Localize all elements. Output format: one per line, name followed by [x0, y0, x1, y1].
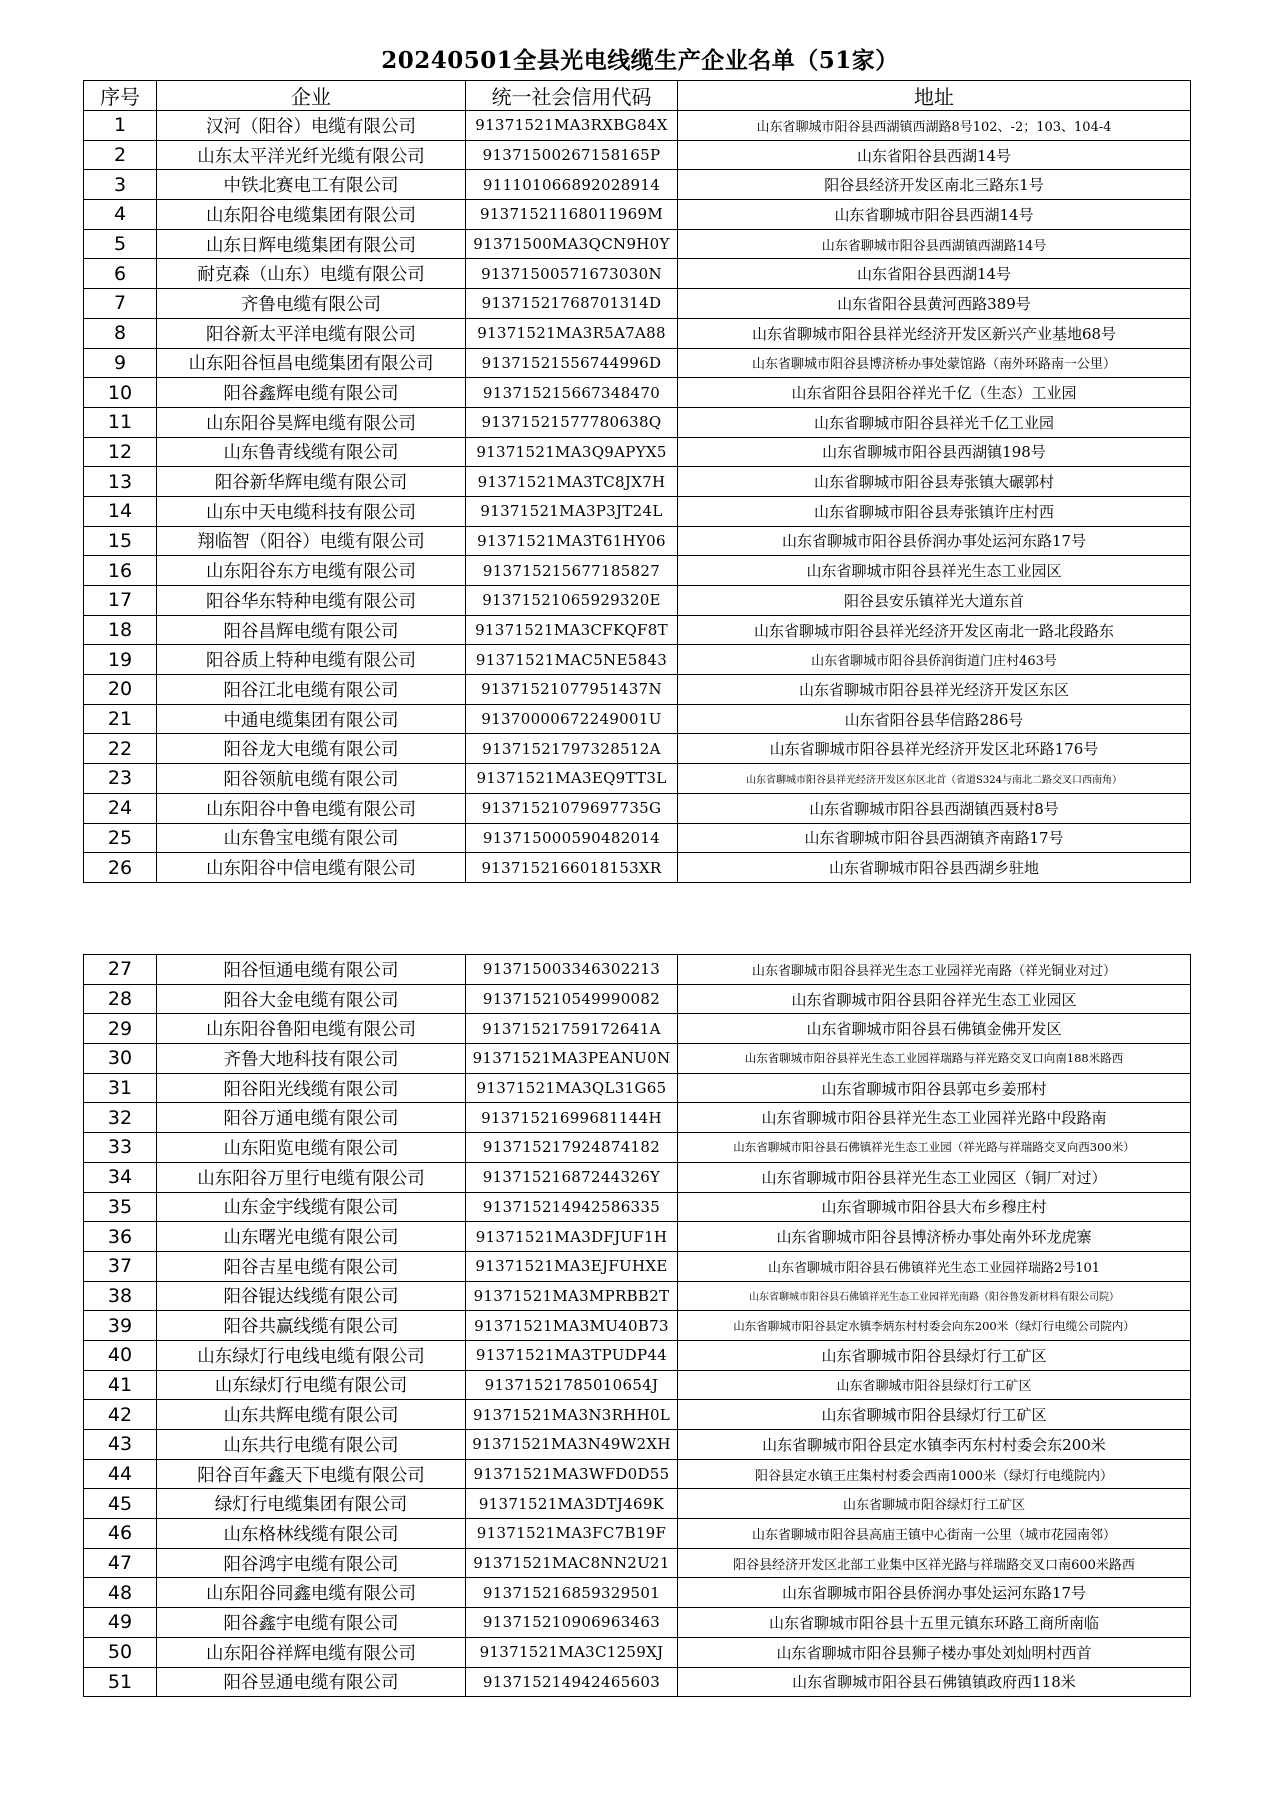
credit-code: 913715216859329501 — [466, 1578, 678, 1608]
address: 山东省聊城市阳谷县定水镇李丙东村村委会东200米 — [678, 1430, 1191, 1460]
row-number: 23 — [84, 764, 157, 794]
table-row — [84, 1311, 1191, 1341]
header-no: 序号 — [84, 81, 157, 111]
company-name: 山东阳览电缆有限公司 — [157, 1133, 466, 1163]
address: 阳谷县定水镇王庄集村村委会西南1000米（绿灯行电缆院内） — [678, 1459, 1191, 1489]
credit-code: 91371521MA3CFKQF8T — [466, 615, 678, 645]
credit-code: 91371521797328512A — [466, 734, 678, 764]
row-number: 27 — [84, 955, 157, 985]
address: 山东省聊城市阳谷县祥光生态工业园祥光南路（祥光铜业对过） — [678, 955, 1191, 985]
credit-code: 91371521MA3DFJUF1H — [466, 1222, 678, 1252]
company-name: 阳谷昱通电缆有限公司 — [157, 1667, 466, 1697]
table-row — [84, 1014, 1191, 1044]
table-row — [84, 140, 1191, 170]
table-row — [84, 1578, 1191, 1608]
address: 山东省聊城市阳谷县西湖镇西湖路8号102、-2；103、104-4 — [678, 111, 1191, 141]
table-row — [84, 1370, 1191, 1400]
address: 山东省阳谷县华信路286号 — [678, 704, 1191, 734]
credit-code: 913715000590482014 — [466, 823, 678, 853]
address: 山东省阳谷县阳谷祥光千亿（生态）工业园 — [678, 378, 1191, 408]
row-number: 5 — [84, 229, 157, 259]
row-number: 14 — [84, 496, 157, 526]
company-name: 山东鲁青线缆有限公司 — [157, 437, 466, 467]
company-name: 阳谷鸿宇电缆有限公司 — [157, 1548, 466, 1578]
address: 山东省聊城市阳谷县祥光生态工业园区 — [678, 556, 1191, 586]
row-number: 1 — [84, 111, 157, 141]
row-number: 20 — [84, 675, 157, 705]
row-number: 33 — [84, 1133, 157, 1163]
page-title: 20240501全县光电线缆生产企业名单（51家） — [381, 47, 899, 74]
company-name: 山东阳谷万里行电缆有限公司 — [157, 1162, 466, 1192]
company-name: 阳谷百年鑫天下电缆有限公司 — [157, 1459, 466, 1489]
credit-code: 91371500MA3QCN9H0Y — [466, 229, 678, 259]
credit-code: 913715003346302213 — [466, 955, 678, 985]
table-row — [84, 1667, 1191, 1697]
credit-code: 913715215677185827 — [466, 556, 678, 586]
row-number: 11 — [84, 407, 157, 437]
credit-code: 91371521MA3T61HY06 — [466, 526, 678, 556]
company-name: 阳谷万通电缆有限公司 — [157, 1103, 466, 1133]
table-row — [84, 289, 1191, 319]
row-number: 41 — [84, 1370, 157, 1400]
company-name: 阳谷阳光线缆有限公司 — [157, 1073, 466, 1103]
table-row — [84, 615, 1191, 645]
table-row — [84, 259, 1191, 289]
address: 山东省聊城市阳谷县祥光经济开发区东区北首（省道S324与南北二路交叉口西南角） — [678, 764, 1191, 794]
row-number: 30 — [84, 1044, 157, 1074]
address: 山东省聊城市阳谷县侨润办事处运河东路17号 — [678, 1578, 1191, 1608]
credit-code: 91371521MA3MPRBB2T — [466, 1281, 678, 1311]
credit-code: 91371521577780638Q — [466, 407, 678, 437]
address: 山东省聊城市阳谷县绿灯行工矿区 — [678, 1370, 1191, 1400]
address: 阳谷县经济开发区北部工业集中区祥光路与祥瑞路交叉口南600米路西 — [678, 1548, 1191, 1578]
company-name: 山东阳谷昊辉电缆有限公司 — [157, 407, 466, 437]
credit-code: 91370000672249001U — [466, 704, 678, 734]
table-row — [84, 1073, 1191, 1103]
row-number: 49 — [84, 1608, 157, 1638]
row-number: 13 — [84, 467, 157, 497]
credit-code: 913715214942586335 — [466, 1192, 678, 1222]
row-number: 19 — [84, 645, 157, 675]
company-name: 山东阳谷中信电缆有限公司 — [157, 853, 466, 883]
address: 山东省聊城市阳谷县祥光经济开发区南北一路北段路东 — [678, 615, 1191, 645]
table-row — [84, 1430, 1191, 1460]
row-number: 45 — [84, 1489, 157, 1519]
address: 山东省聊城市阳谷县祥光经济开发区东区 — [678, 675, 1191, 705]
credit-code: 91371521MA3PEANU0N — [466, 1044, 678, 1074]
table-row — [84, 853, 1191, 883]
address: 山东省阳谷县西湖14号 — [678, 259, 1191, 289]
company-name: 阳谷恒通电缆有限公司 — [157, 955, 466, 985]
company-name: 阳谷新华辉电缆有限公司 — [157, 467, 466, 497]
company-name: 阳谷新太平洋电缆有限公司 — [157, 318, 466, 348]
row-number: 50 — [84, 1637, 157, 1667]
table-row — [84, 229, 1191, 259]
credit-code: 913715210549990082 — [466, 984, 678, 1014]
row-number: 12 — [84, 437, 157, 467]
row-number: 37 — [84, 1251, 157, 1281]
company-name: 汉河（阳谷）电缆有限公司 — [157, 111, 466, 141]
row-number: 38 — [84, 1281, 157, 1311]
company-name: 阳谷质上特种电缆有限公司 — [157, 645, 466, 675]
table-row — [84, 984, 1191, 1014]
row-number: 4 — [84, 200, 157, 230]
row-number: 26 — [84, 853, 157, 883]
credit-code: 913715210906963463 — [466, 1608, 678, 1638]
company-name: 山东阳谷恒昌电缆集团有限公司 — [157, 348, 466, 378]
credit-code: 91371521MA3EJFUHXE — [466, 1251, 678, 1281]
credit-code: 91371521MA3Q9APYX5 — [466, 437, 678, 467]
company-name: 山东金宇线缆有限公司 — [157, 1192, 466, 1222]
address: 山东省聊城市阳谷县定水镇李炳东村村委会向东200米（绿灯行电缆公司院内） — [678, 1311, 1191, 1341]
address: 山东省阳谷县西湖14号 — [678, 140, 1191, 170]
table-row — [84, 467, 1191, 497]
table-row — [84, 170, 1191, 200]
row-number: 46 — [84, 1519, 157, 1549]
company-name: 山东阳谷祥辉电缆有限公司 — [157, 1637, 466, 1667]
row-number: 25 — [84, 823, 157, 853]
address: 山东省聊城市阳谷县石佛镇祥光生态工业园祥光南路（阳谷鲁发新材料有限公司院） — [678, 1281, 1191, 1311]
credit-code: 91371521MA3FC7B19F — [466, 1519, 678, 1549]
credit-code: 9137152166018153XR — [466, 853, 678, 883]
table-row — [84, 318, 1191, 348]
row-number: 18 — [84, 615, 157, 645]
company-name: 山东格林线缆有限公司 — [157, 1519, 466, 1549]
row-number: 48 — [84, 1578, 157, 1608]
company-table-part2 — [83, 954, 1191, 1697]
row-number: 6 — [84, 259, 157, 289]
address: 山东省聊城市阳谷县祥光生态工业园祥瑞路与祥光路交叉口向南188米路西 — [678, 1044, 1191, 1074]
company-name: 阳谷大金电缆有限公司 — [157, 984, 466, 1014]
credit-code: 91371521MA3N49W2XH — [466, 1430, 678, 1460]
credit-code: 91371500267158165P — [466, 140, 678, 170]
row-number: 2 — [84, 140, 157, 170]
company-table-part1 — [83, 80, 1191, 883]
table-row — [84, 675, 1191, 705]
table-row — [84, 1637, 1191, 1667]
row-number: 24 — [84, 793, 157, 823]
table-row — [84, 1103, 1191, 1133]
company-name: 齐鲁大地科技有限公司 — [157, 1044, 466, 1074]
row-number: 51 — [84, 1667, 157, 1697]
table-row — [84, 734, 1191, 764]
row-number: 22 — [84, 734, 157, 764]
table-row — [84, 1162, 1191, 1192]
address: 山东省聊城市阳谷县绿灯行工矿区 — [678, 1340, 1191, 1370]
row-number: 40 — [84, 1340, 157, 1370]
table-row — [84, 1489, 1191, 1519]
row-number: 8 — [84, 318, 157, 348]
table-row — [84, 1281, 1191, 1311]
credit-code: 913715217924874182 — [466, 1133, 678, 1163]
credit-code: 91371521MA3N3RHH0L — [466, 1400, 678, 1430]
credit-code: 91371521077951437N — [466, 675, 678, 705]
credit-code: 91371521MA3R5A7A88 — [466, 318, 678, 348]
table-row — [84, 955, 1191, 985]
credit-code: 91371521768701314D — [466, 289, 678, 319]
address: 山东省聊城市阳谷县西湖镇齐南路17号 — [678, 823, 1191, 853]
table-row — [84, 1192, 1191, 1222]
company-name: 山东共行电缆有限公司 — [157, 1430, 466, 1460]
row-number: 16 — [84, 556, 157, 586]
address: 山东省聊城市阳谷县祥光生态工业园祥光路中段路南 — [678, 1103, 1191, 1133]
company-name: 山东共辉电缆有限公司 — [157, 1400, 466, 1430]
company-name: 阳谷锟达线缆有限公司 — [157, 1281, 466, 1311]
company-name: 山东中天电缆科技有限公司 — [157, 496, 466, 526]
company-name: 阳谷领航电缆有限公司 — [157, 764, 466, 794]
address: 山东省聊城市阳谷县高庙王镇中心街南一公里（城市花园南邻） — [678, 1519, 1191, 1549]
company-name: 山东曙光电缆有限公司 — [157, 1222, 466, 1252]
table-row — [84, 1251, 1191, 1281]
table-row — [84, 823, 1191, 853]
row-number: 7 — [84, 289, 157, 319]
address: 山东省聊城市阳谷县祥光千亿工业园 — [678, 407, 1191, 437]
address: 山东省聊城市阳谷县郭屯乡姜邢村 — [678, 1073, 1191, 1103]
credit-code: 91371521MA3C1259XJ — [466, 1637, 678, 1667]
row-number: 42 — [84, 1400, 157, 1430]
address: 山东省聊城市阳谷县西湖乡驻地 — [678, 853, 1191, 883]
credit-code: 91371521MA3RXBG84X — [466, 111, 678, 141]
address: 山东省聊城市阳谷县寿张镇大碾郭村 — [678, 467, 1191, 497]
credit-code: 913715215667348470 — [466, 378, 678, 408]
table-row — [84, 704, 1191, 734]
row-number: 17 — [84, 586, 157, 616]
company-name: 阳谷昌辉电缆有限公司 — [157, 615, 466, 645]
credit-code: 91371521MAC5NE5843 — [466, 645, 678, 675]
credit-code: 91371521687244326Y — [466, 1162, 678, 1192]
credit-code: 91371521MA3MU40B73 — [466, 1311, 678, 1341]
row-number: 29 — [84, 1014, 157, 1044]
credit-code: 91371521MA3P3JT24L — [466, 496, 678, 526]
row-number: 44 — [84, 1459, 157, 1489]
row-number: 21 — [84, 704, 157, 734]
company-name: 山东阳谷电缆集团有限公司 — [157, 200, 466, 230]
address: 山东省聊城市阳谷县侨润办事处运河东路17号 — [678, 526, 1191, 556]
company-name: 山东鲁宝电缆有限公司 — [157, 823, 466, 853]
credit-code: 913715214942465603 — [466, 1667, 678, 1697]
address: 山东省聊城市阳谷县西湖镇西湖路14号 — [678, 229, 1191, 259]
company-name: 山东阳谷鲁阳电缆有限公司 — [157, 1014, 466, 1044]
credit-code: 91371521785010654J — [466, 1370, 678, 1400]
company-name: 中铁北赛电工有限公司 — [157, 170, 466, 200]
address: 山东省聊城市阳谷县博济桥办事处蒙馆路（南外环路南一公里） — [678, 348, 1191, 378]
credit-code: 91371521556744996D — [466, 348, 678, 378]
credit-code: 911101066892028914 — [466, 170, 678, 200]
header-address: 地址 — [678, 81, 1191, 111]
credit-code: 91371521MA3EQ9TT3L — [466, 764, 678, 794]
table-row — [84, 1519, 1191, 1549]
address: 山东省阳谷县黄河西路389号 — [678, 289, 1191, 319]
address: 山东省聊城市阳谷县祥光经济开发区北环路176号 — [678, 734, 1191, 764]
row-number: 3 — [84, 170, 157, 200]
company-name: 耐克森（山东）电缆有限公司 — [157, 259, 466, 289]
credit-code: 91371500571673030N — [466, 259, 678, 289]
company-name: 山东阳谷同鑫电缆有限公司 — [157, 1578, 466, 1608]
company-name: 阳谷吉星电缆有限公司 — [157, 1251, 466, 1281]
company-name: 翔临智（阳谷）电缆有限公司 — [157, 526, 466, 556]
table-row — [84, 526, 1191, 556]
company-name: 山东绿灯行电缆有限公司 — [157, 1370, 466, 1400]
credit-code: 91371521759172641A — [466, 1014, 678, 1044]
address: 阳谷县安乐镇祥光大道东首 — [678, 586, 1191, 616]
table-row — [84, 1222, 1191, 1252]
row-number: 39 — [84, 1311, 157, 1341]
company-name: 齐鲁电缆有限公司 — [157, 289, 466, 319]
credit-code: 91371521699681144H — [466, 1103, 678, 1133]
address: 山东省聊城市阳谷县狮子楼办事处刘灿明村西首 — [678, 1637, 1191, 1667]
row-number: 32 — [84, 1103, 157, 1133]
table-row — [84, 1459, 1191, 1489]
address: 山东省聊城市阳谷县绿灯行工矿区 — [678, 1400, 1191, 1430]
address: 山东省聊城市阳谷县侨润街道门庄村463号 — [678, 645, 1191, 675]
table-row — [84, 407, 1191, 437]
credit-code: 91371521MA3WFD0D55 — [466, 1459, 678, 1489]
table-row — [84, 1608, 1191, 1638]
table-row — [84, 556, 1191, 586]
company-name: 山东阳谷中鲁电缆有限公司 — [157, 793, 466, 823]
address: 山东省聊城市阳谷县西湖镇西聂村8号 — [678, 793, 1191, 823]
credit-code: 91371521MA3TC8JX7H — [466, 467, 678, 497]
address: 山东省聊城市阳谷县西湖14号 — [678, 200, 1191, 230]
row-number: 47 — [84, 1548, 157, 1578]
company-name: 阳谷鑫宇电缆有限公司 — [157, 1608, 466, 1638]
header-credit-code: 统一社会信用代码 — [466, 81, 678, 111]
table-row — [84, 1044, 1191, 1074]
table-row — [84, 1133, 1191, 1163]
company-name: 阳谷鑫辉电缆有限公司 — [157, 378, 466, 408]
credit-code: 91371521079697735G — [466, 793, 678, 823]
address: 山东省聊城市阳谷县寿张镇许庄村西 — [678, 496, 1191, 526]
table-row — [84, 437, 1191, 467]
table-row — [84, 1340, 1191, 1370]
row-number: 10 — [84, 378, 157, 408]
table-row — [84, 1400, 1191, 1430]
table-row — [84, 111, 1191, 141]
row-number: 31 — [84, 1073, 157, 1103]
row-number: 43 — [84, 1430, 157, 1460]
table-row — [84, 348, 1191, 378]
company-name: 阳谷共赢线缆有限公司 — [157, 1311, 466, 1341]
company-name: 山东阳谷东方电缆有限公司 — [157, 556, 466, 586]
credit-code: 91371521MA3TPUDP44 — [466, 1340, 678, 1370]
company-name: 山东太平洋光纤光缆有限公司 — [157, 140, 466, 170]
address: 山东省聊城市阳谷县石佛镇金佛开发区 — [678, 1014, 1191, 1044]
table-row — [84, 1548, 1191, 1578]
company-name: 中通电缆集团有限公司 — [157, 704, 466, 734]
credit-code: 91371521MA3QL31G65 — [466, 1073, 678, 1103]
address: 阳谷县经济开发区南北三路东1号 — [678, 170, 1191, 200]
company-name: 山东日辉电缆集团有限公司 — [157, 229, 466, 259]
address: 山东省聊城市阳谷县西湖镇198号 — [678, 437, 1191, 467]
credit-code: 91371521168011969M — [466, 200, 678, 230]
table-row — [84, 764, 1191, 794]
address: 山东省聊城市阳谷县石佛镇祥光生态工业园祥瑞路2号101 — [678, 1251, 1191, 1281]
table-row — [84, 793, 1191, 823]
address: 山东省聊城市阳谷县石佛镇祥光生态工业园（祥光路与祥瑞路交叉向西300米） — [678, 1133, 1191, 1163]
table-row — [84, 645, 1191, 675]
company-name: 绿灯行电缆集团有限公司 — [157, 1489, 466, 1519]
credit-code: 91371521065929320E — [466, 586, 678, 616]
row-number: 9 — [84, 348, 157, 378]
company-name: 阳谷华东特种电缆有限公司 — [157, 586, 466, 616]
company-name: 阳谷龙大电缆有限公司 — [157, 734, 466, 764]
row-number: 36 — [84, 1222, 157, 1252]
table-row — [84, 378, 1191, 408]
row-number: 28 — [84, 984, 157, 1014]
address: 山东省聊城市阳谷绿灯行工矿区 — [678, 1489, 1191, 1519]
company-name: 山东绿灯行电线电缆有限公司 — [157, 1340, 466, 1370]
table-row — [84, 200, 1191, 230]
row-number: 35 — [84, 1192, 157, 1222]
row-number: 34 — [84, 1162, 157, 1192]
company-name: 阳谷江北电缆有限公司 — [157, 675, 466, 705]
address: 山东省聊城市阳谷县大布乡穆庄村 — [678, 1192, 1191, 1222]
address: 山东省聊城市阳谷县阳谷祥光生态工业园区 — [678, 984, 1191, 1014]
row-number: 15 — [84, 526, 157, 556]
address: 山东省聊城市阳谷县十五里元镇东环路工商所南临 — [678, 1608, 1191, 1638]
table-header-row — [84, 81, 1191, 111]
header-company: 企业 — [157, 81, 466, 111]
address: 山东省聊城市阳谷县博济桥办事处南外环龙虎寨 — [678, 1222, 1191, 1252]
table-row — [84, 496, 1191, 526]
credit-code: 91371521MA3DTJ469K — [466, 1489, 678, 1519]
address: 山东省聊城市阳谷县祥光经济开发区新兴产业基地68号 — [678, 318, 1191, 348]
address: 山东省聊城市阳谷县石佛镇镇政府西118米 — [678, 1667, 1191, 1697]
credit-code: 91371521MAC8NN2U21 — [466, 1548, 678, 1578]
address: 山东省聊城市阳谷县祥光生态工业园区（铜厂对过） — [678, 1162, 1191, 1192]
table-row — [84, 586, 1191, 616]
